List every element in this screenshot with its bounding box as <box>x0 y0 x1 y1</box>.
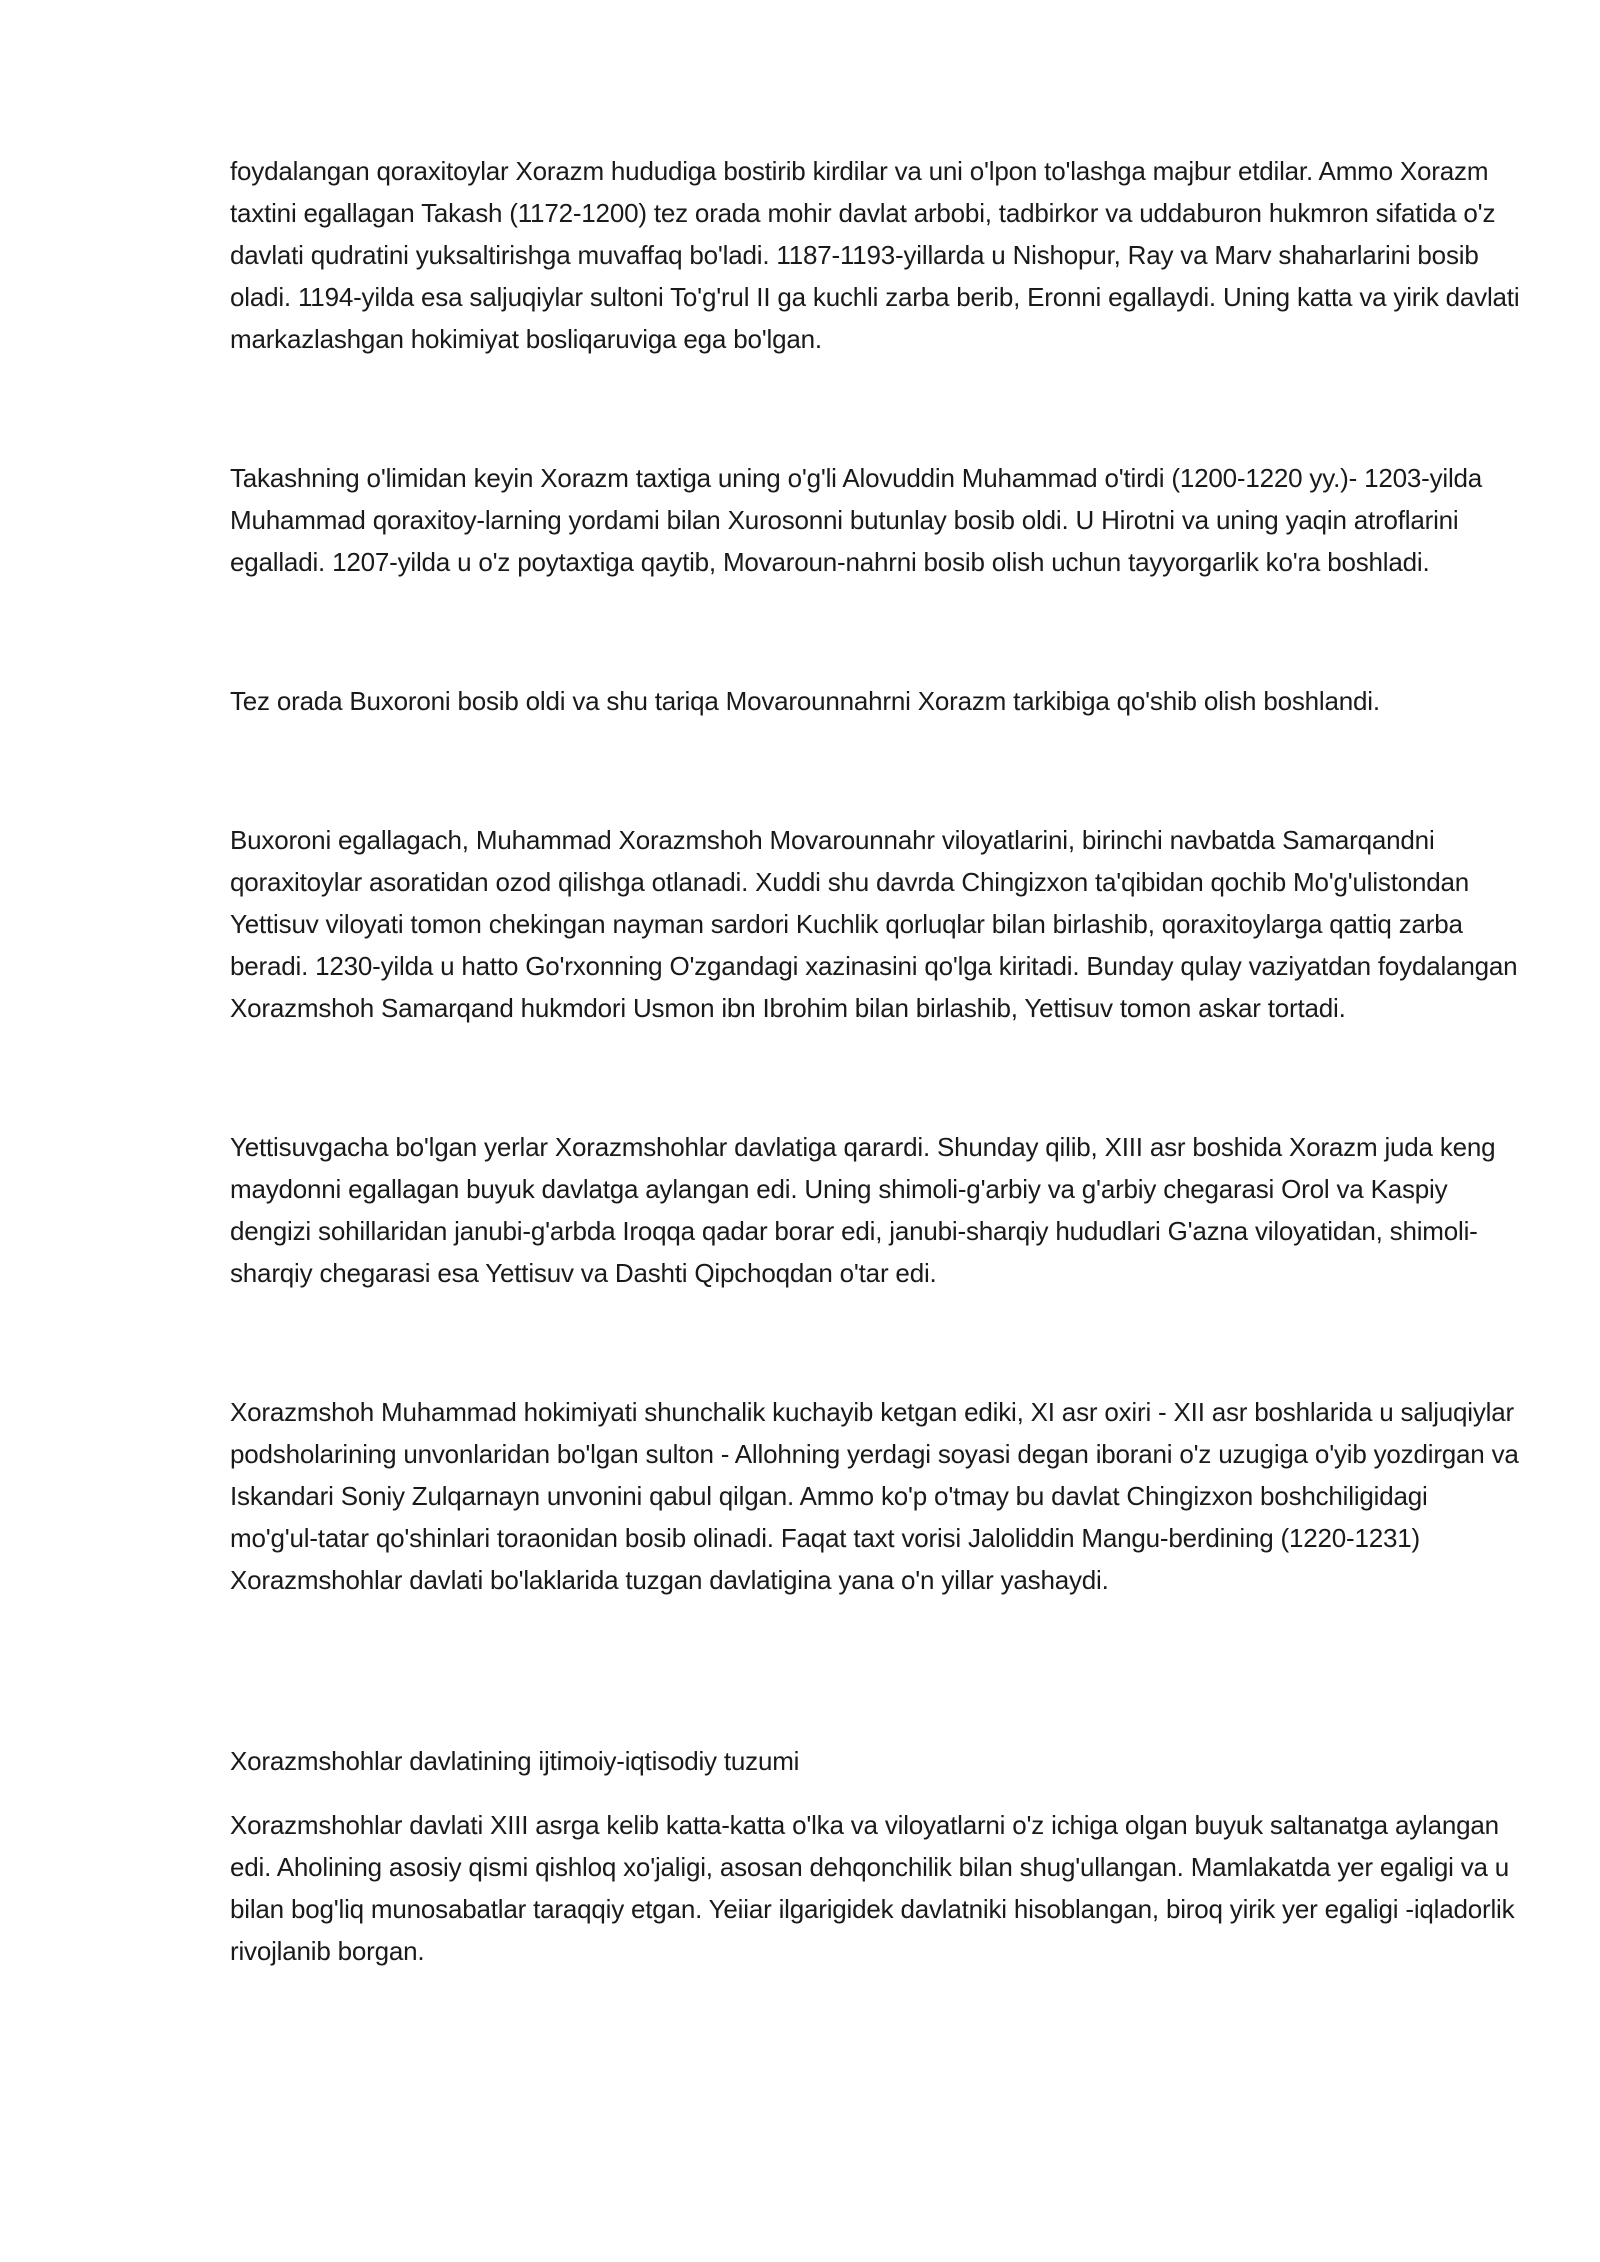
paragraph-gap <box>230 360 1520 457</box>
paragraph-gap <box>230 722 1520 819</box>
section-heading: Xorazmshohlar davlatining ijtimoiy-iqtisodiy tuzumi <box>230 1746 800 1776</box>
paragraph-takash: foydalangan qoraxitoylar Xorazm hududiga bostirib kirdilar va uni o'lpon to'lashga majbur etdilar. Ammo Xorazm taxtini egallagan Takash (1172-1200) tez orada mohir davlat arbobi, tadbirkor va uddaburon hukmron sifatida o'z davlati qudratini yuksaltirishga muvaffaq bo'ladi. 1187-1193-yillarda u Nishopur, Ray va Marv shaharlarini bosib oladi. 1194-yilda esa saljuqiylar sultoni To'g'rul II ga kuchli zarba berib, Eronni egallaydi. Uning katta va yirik davlati markazlashgan hokimiyat bosliqaruviga ega bo'lgan. <box>230 156 1520 354</box>
document-body <box>230 150 1520 1972</box>
paragraph-samarqand: Buxoroni egallagach, Muhammad Xorazmshoh Movarounnahr viloyatlarini, birinchi navbatda Samarqandni qoraxitoylar asoratidan ozod qilishga otlanadi. Xuddi shu davrda Chingizxon ta'qibidan qochib Mo'g'ulistondan Yettisuv viloyati tomon chekingan nayman sardori Kuchlik qorluqlar bilan birlashib, qoraxitoylarga qattiq zarba beradi. 1230-yilda u hatto Go'rxonning O'zgandagi xazinasini qo'lga kiritadi. Bunday qulay vaziyatdan foydalangan Xorazmshoh Samarqand hukmdori Usmon ibn Ibrohim bilan birlashib, Yettisuv tomon askar tortadi. <box>230 825 1518 1023</box>
paragraph-gap <box>230 1029 1520 1126</box>
paragraph-muhammad: Xorazmshoh Muhammad hokimiyati shunchalik kuchayib ketgan ediki, XI asr oxiri - XII asr boshlarida u saljuqiylar podsholarining unvonlaridan bo'lgan sulton - Allohning yerdagi soyasi degan iborani o'z uzugiga o'yib yozdirgan va Iskandari Soniy Zulqarnayn unvonini qabul qilgan. Ammo ko'p o'tmay bu davlat Chingizxon boshchiligidagi mo'g'ul-tatar qo'shinlari toraonidan bosib olinadi. Faqat taxt vorisi Jaloliddin Mangu-berdining (1220-1231) Xorazmshohlar davlati bo'laklarida tuzgan davlatigina yana o'n yillar yashaydi. <box>230 1397 1519 1595</box>
paragraph-yettisuv: Yettisuvgacha bo'lgan yerlar Xorazmshohlar davlatiga qarardi. Shunday qilib, XIII asr boshida Xorazm juda keng maydonni egallagan buyuk davlatga aylangan edi. Uning shimoli-g'arbiy va g'arbiy chegarasi Orol va Kaspiy dengizi sohillaridan janubi-g'arbda Iroqqa qadar borar edi, janubi-sharqiy hududlari G'azna viloyatidan, shimoli-sharqiy chegarasi esa Yettisuv va Dashti Qipchoqdan o'tar edi. <box>230 1132 1496 1288</box>
paragraph-gap <box>230 1294 1520 1391</box>
paragraph-social-economic: Xorazmshohlar davlati XIII asrga kelib katta-katta o'lka va viloyatlarni o'z ichiga olgan buyuk saltanatga aylangan edi. Aholining asosiy qismi qishloq xo'jaligi, asosan dehqonchilik bilan shug'ullangan. Mamlakatda yer egaligi va u bilan bog'liq munosabatlar taraqqiy etgan. Yeiiar ilgarigidek davlatniki hisoblangan, biroq yirik yer egaligi -iqladorlik rivojlanib borgan. <box>230 1810 1515 1966</box>
paragraph-gap <box>230 1601 1520 1740</box>
paragraph-buxoro: Tez orada Buxoroni bosib oldi va shu tariqa Movarounnahrni Xorazm tarkibiga qo'shib olish boshlandi. <box>230 686 1380 716</box>
paragraph-alovuddin: Takashning o'limidan keyin Xorazm taxtiga uning o'g'li Alovuddin Muhammad o'tirdi (1200-1220 yy.)- 1203-yilda Muhammad qoraxitoy-larning yordami bilan Xurosonni butunlay bosib oldi. U Hirotni va uning yaqin atroflarini egalladi. 1207-yilda u o'z poytaxtiga qaytib, Movaroun-nahrni bosib olish uchun tayyorgarlik ko'ra boshladi. <box>230 463 1483 577</box>
heading-gap <box>230 1782 1520 1804</box>
paragraph-gap <box>230 583 1520 680</box>
